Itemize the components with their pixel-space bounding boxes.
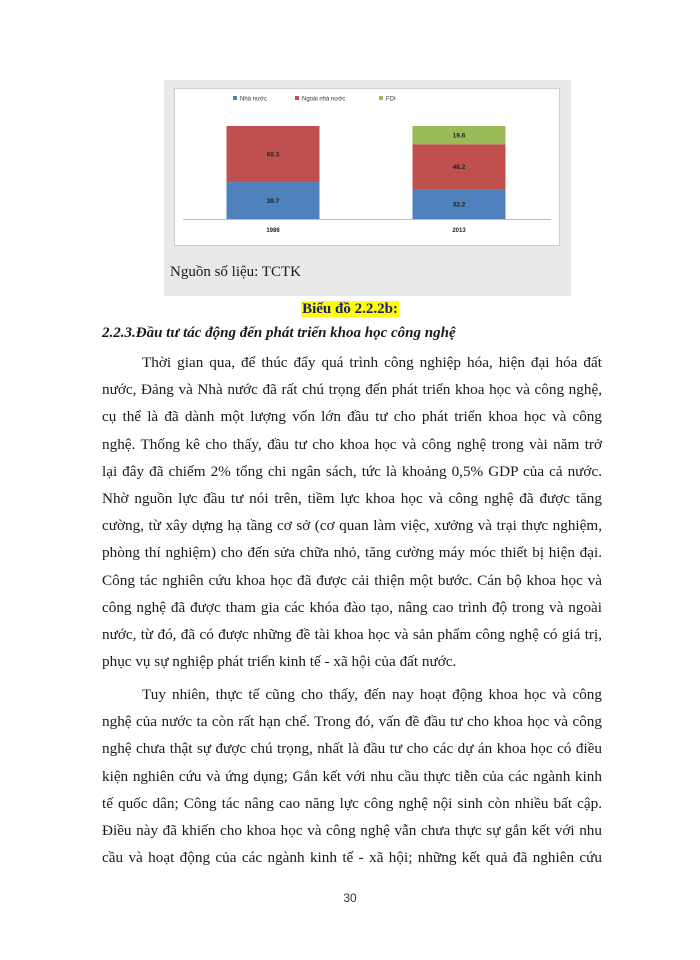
paragraph-line: lại đây đã chiếm 2% tổng chi ngân sách, tức là khoảng 0,5% GDP của cả nước. — [102, 462, 602, 480]
paragraph-line: Công tác nghiên cứu khoa học đã được cải thiện một bước. Cán bộ khoa học và — [102, 571, 602, 589]
legend-swatch — [295, 96, 299, 100]
stacked-bar-chart — [174, 88, 560, 246]
page-number: 30 — [343, 891, 357, 905]
paragraph-line: nước, Đảng và Nhà nước đã rất chú trọng đến phát triển khoa học và công nghệ, — [102, 381, 602, 399]
paragraph-line: phòng thí nghiệm) cho đến sửa chữa nhỏ, tăng cường máy móc thiết bị hiện đại. — [102, 544, 602, 562]
paragraph-line: nghệ. Thống kê cho thấy, đầu tư cho khoa học và công nghệ trong vài năm trở — [102, 435, 602, 453]
legend-swatch — [233, 96, 237, 100]
data-label: 48.2 — [452, 164, 466, 172]
paragraph-line: cường, từ xây dựng hạ tầng cơ sở (cơ quan làm việc, xưởng và trại thực nghiệm, — [102, 517, 602, 535]
paragraph-line: nghệ của nước ta còn rất hạn chế. Trong đó, vấn đề đầu tư cho khoa học và công — [102, 713, 602, 731]
paragraph-line: Điều này đã khiến cho khoa học và công nghệ vẫn chưa thực sự gắn kết với nhu — [102, 822, 602, 840]
figure-caption-text: Biểu đồ 2.2.2b: — [302, 301, 398, 317]
source-note: Nguồn số liệu: TCTK — [170, 264, 301, 280]
paragraph-2 — [102, 681, 602, 871]
paragraph-line: cầu và hoạt động của các ngành kinh tế - xã hội; những kết quả đã nghiên cứu — [102, 849, 602, 867]
paragraph-1 — [102, 349, 602, 675]
figure-frame — [164, 80, 571, 296]
legend-label: FDI — [386, 96, 396, 103]
data-label: 39.7 — [266, 198, 280, 206]
x-tick-label: 1986 — [266, 228, 280, 234]
paragraph-line: phục vụ sự nghiệp phát triển kinh tế - xã hội của đất nước. — [102, 653, 457, 671]
paragraph-line: kiện nghiên cứu và ứng dụng; Gắn kết với nhu cầu thực tiễn của các ngành kinh — [102, 767, 602, 785]
paragraph-line: tế quốc dân; Công tác nâng cao năng lực công nghệ nội sinh còn nhiều bất cập. — [102, 794, 602, 812]
legend-swatch — [379, 96, 383, 100]
paragraph-line: nước, từ đó, đã có được những đề tài khoa học và sản phẩm công nghệ có giá trị, — [102, 626, 602, 644]
legend-label: Nhà nước — [240, 96, 267, 103]
paragraph-line: Nhờ nguồn lực đầu tư nói trên, tiềm lực khoa học và công nghệ đã được tăng — [102, 490, 602, 508]
legend-label: Ngoài nhà nước — [302, 96, 346, 103]
paragraph-line: cụ thể là đã dành một lượng vốn lớn đầu tư cho phát triển khoa học và công — [102, 408, 602, 426]
figure-caption — [0, 300, 700, 318]
data-label: 19.6 — [452, 132, 466, 140]
chart-svg — [175, 89, 559, 245]
paragraph-line: Thời gian qua, để thúc đẩy quá trình công nghiệp hóa, hiện đại hóa đất — [142, 354, 602, 371]
paragraph-line: Tuy nhiên, thực tế cũng cho thấy, đến nay hoạt động khoa học và công — [142, 686, 602, 703]
data-label: 32.2 — [452, 201, 466, 209]
x-tick-label: 2013 — [452, 228, 466, 234]
paragraph-line: nghệ chưa thật sự được chú trọng, nhất là đầu tư cho các dự án khoa học có điều — [102, 740, 602, 758]
paragraph-line: công nghệ đã được tham gia các khóa đào tạo, nâng cao trình độ trong và ngoài — [102, 598, 602, 616]
section-heading: 2.2.3.Đầu tư tác động đến phát triển khoa học công nghệ — [102, 325, 456, 341]
data-label: 60.3 — [266, 151, 280, 159]
